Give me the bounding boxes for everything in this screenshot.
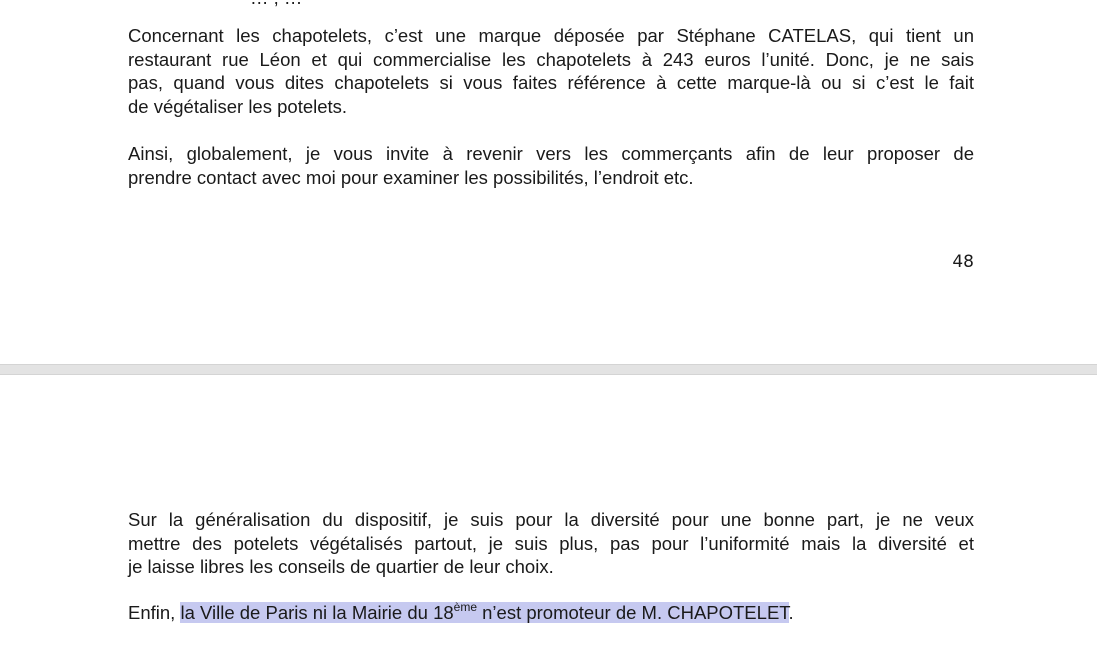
page-separator bbox=[0, 364, 1097, 375]
text-line: je laisse libres les conseils de quartier de leur choix. bbox=[128, 556, 554, 577]
text-line: mettre des potelets végétalisés partout, je suis plus, pas pour l’uniformité mais la diversité et bbox=[128, 532, 974, 554]
paragraph-chapotelets-marque bbox=[128, 24, 974, 118]
text-prefix: Enfin, bbox=[128, 602, 181, 623]
paragraph-enfin[interactable] bbox=[128, 601, 974, 625]
selected-text-part: la Ville de Paris ni la Mairie du 18 bbox=[180, 602, 454, 623]
text-line: pas, quand vous dites chapotelets si vous faites référence à cette marque-là ou si c’est le fait bbox=[128, 72, 974, 93]
selected-text-part: n’est promoteur de M. CHAPOTELET bbox=[477, 602, 789, 623]
text-line: restaurant rue Léon et qui commercialise les chapotelets à 243 euros l’unité. Donc, je ne sais bbox=[128, 48, 974, 70]
text-line: Concernant les chapotelets, c’est une marque déposée par Stéphane CATELAS, qui tient un bbox=[128, 25, 974, 46]
document-page-49 bbox=[0, 375, 1097, 645]
text-line: de végétaliser les potelets. bbox=[128, 95, 348, 117]
text-line bbox=[128, 601, 974, 625]
text-line: Ainsi, globalement, je vous invite à revenir vers les commerçants afin de leur proposer de bbox=[128, 143, 974, 164]
ordinal-superscript: ème bbox=[453, 600, 477, 614]
cut-off-line bbox=[250, 0, 302, 10]
selected-text[interactable] bbox=[180, 602, 788, 623]
text-suffix: . bbox=[788, 602, 794, 623]
text-line: prendre contact avec moi pour examiner les possibilités, l’endroit etc. bbox=[128, 166, 694, 188]
page-number: 48 bbox=[952, 252, 974, 272]
paragraph-commercants bbox=[128, 142, 974, 189]
paragraph-generalisation bbox=[128, 508, 974, 579]
text-line: Sur la généralisation du dispositif, je suis pour la diversité pour une bonne part, je ne veux bbox=[128, 509, 974, 530]
